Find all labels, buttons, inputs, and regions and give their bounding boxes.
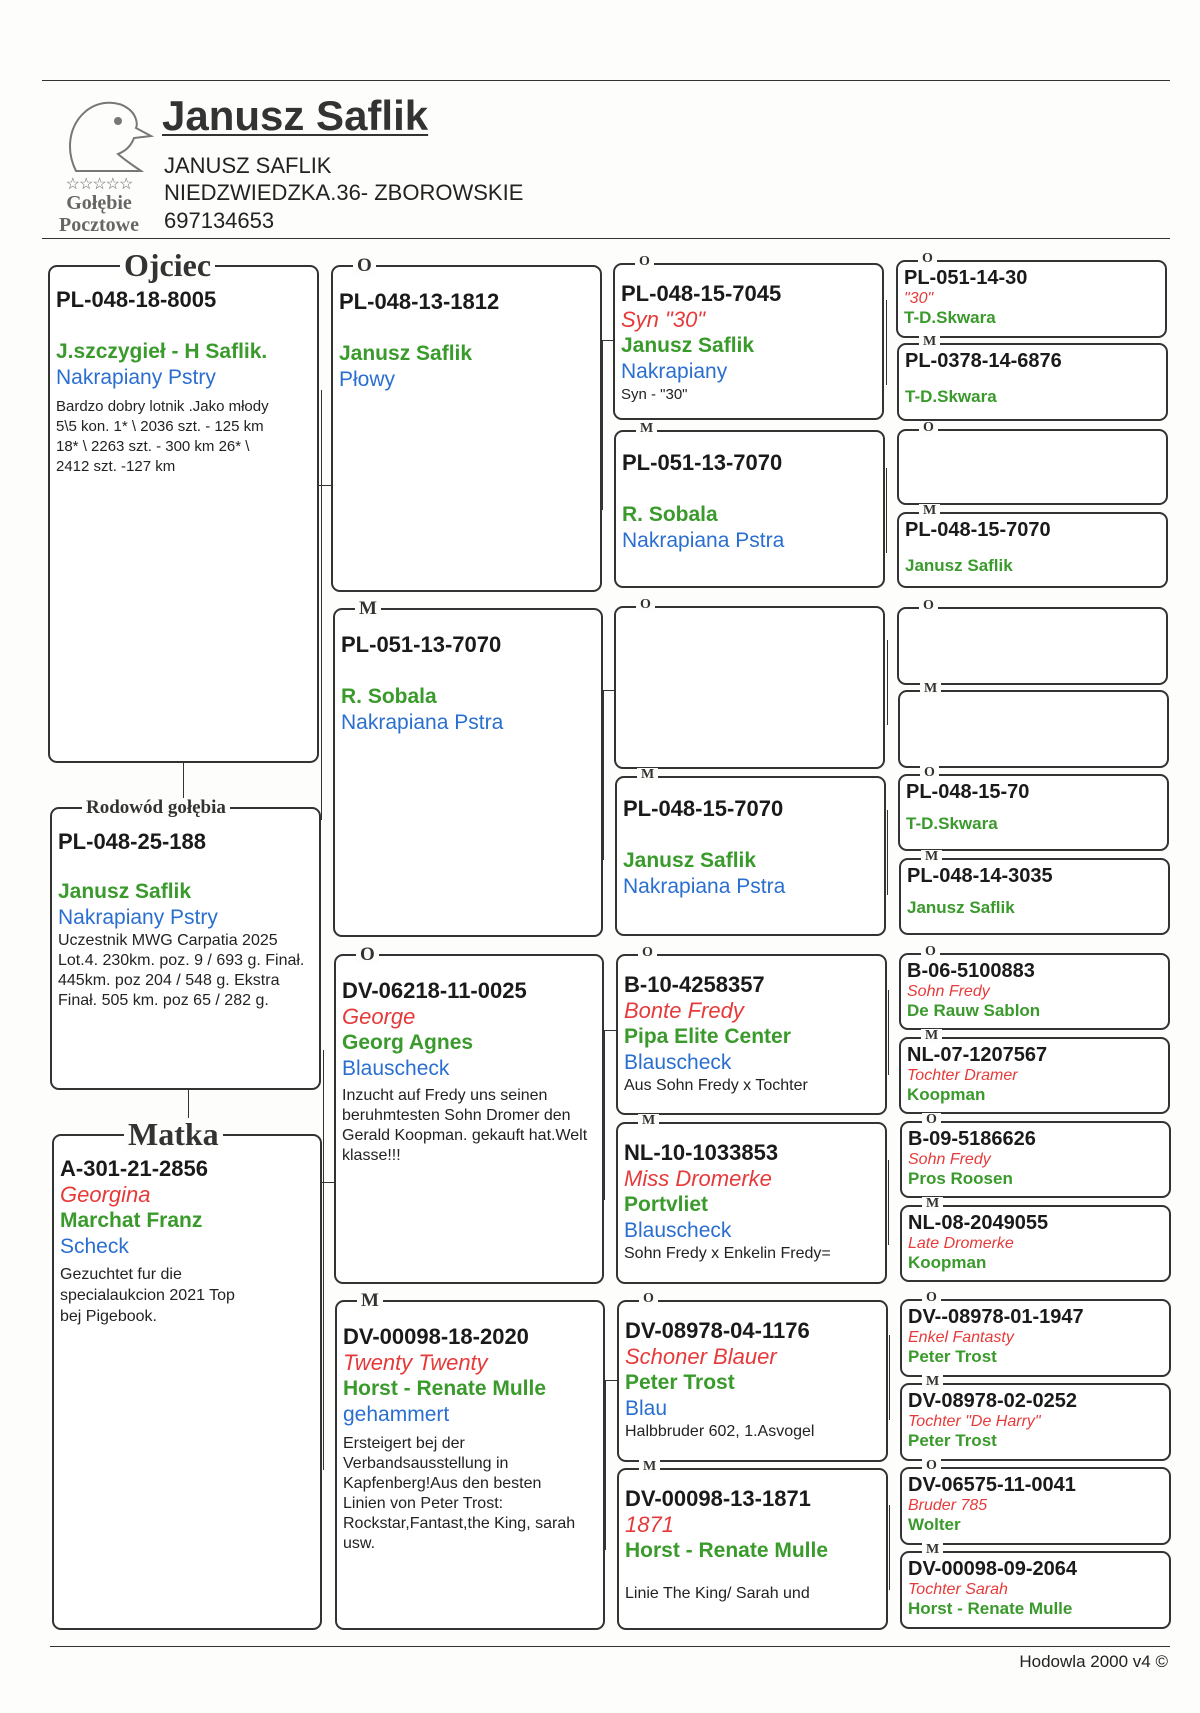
g4-label-10: M (921, 1029, 942, 1043)
connector-fm (603, 690, 604, 860)
g4-label-16: M (922, 1543, 943, 1557)
g4-ring-8: PL-048-14-3035 (907, 865, 1053, 887)
connector-mmm (889, 1505, 890, 1590)
subject-owner: Janusz Saflik (58, 880, 192, 903)
g4-label-4: M (919, 504, 940, 518)
g4-owner-10: Koopman (907, 1085, 986, 1104)
connector-mmf (889, 1335, 890, 1420)
fff-note: Syn - "30" (621, 386, 688, 403)
mmf-note: Halbbruder 602, 1.Asvogel (625, 1423, 815, 1440)
mother-label: Matka (124, 1118, 223, 1150)
g4-card-5[interactable] (897, 598, 1168, 685)
mother-ring: A-301-21-2856 (60, 1156, 208, 1181)
ff-ring: PL-048-13-1812 (339, 289, 500, 314)
address-name: JANUSZ SAFLIK (164, 153, 332, 178)
connector-fmm (887, 810, 888, 895)
mmm-ring: DV-00098-13-1871 (625, 1486, 811, 1511)
ff-card[interactable] (331, 255, 602, 592)
g4-owner-2: T-D.Skwara (905, 387, 997, 406)
breeder-title: Janusz Saflik (162, 92, 429, 139)
g4-label-14: M (922, 1375, 943, 1389)
mm-owner: Horst - Renate Mulle (343, 1377, 547, 1400)
mmf-card[interactable] (617, 1291, 888, 1462)
mff-label: O (638, 946, 657, 960)
g4-card-2[interactable] (897, 334, 1168, 421)
mmm-card[interactable] (617, 1459, 888, 1630)
connector-mfm (888, 1160, 889, 1245)
g4-name-1: "30" (904, 290, 934, 307)
g4-ring-4: PL-048-15-7070 (905, 519, 1051, 541)
fff-ring: PL-048-15-7045 (621, 281, 782, 306)
g4-label-9: O (921, 945, 940, 959)
subject-ring: PL-048-25-188 (58, 829, 206, 854)
mmf-color: Blau (625, 1397, 668, 1420)
mfm-name: Miss Dromerke (624, 1166, 772, 1191)
g4-owner-16: Horst - Renate Mulle (908, 1599, 1073, 1618)
mmm-owner: Horst - Renate Mulle (625, 1539, 829, 1562)
g4-owner-15: Wolter (908, 1515, 961, 1534)
g4-owner-8: Janusz Saflik (907, 898, 1015, 917)
fff-owner: Janusz Saflik (621, 334, 755, 357)
g4-name-12: Late Dromerke (908, 1235, 1014, 1252)
ffm-card[interactable] (614, 421, 885, 588)
tick-father (319, 485, 331, 486)
fmf-label: O (636, 598, 655, 612)
ffm-color: Nakrapiana Pstra (622, 529, 785, 552)
mmm-name: 1871 (625, 1512, 674, 1537)
g4-label-13: O (922, 1291, 941, 1305)
ffm-ring: PL-051-13-7070 (622, 450, 783, 475)
fmm-card[interactable] (615, 767, 886, 936)
g4-label-7: O (920, 766, 939, 780)
fff-label: O (635, 255, 654, 269)
connector-fmf (887, 640, 888, 725)
g4-card-14[interactable] (900, 1374, 1171, 1461)
fmm-owner: Janusz Saflik (623, 849, 757, 872)
mm-name: Twenty Twenty (343, 1350, 488, 1375)
g4-owner-11: Pros Roosen (908, 1169, 1013, 1188)
subject-color: Nakrapiany Pstry (58, 906, 218, 929)
g4-ring-9: B-06-5100883 (907, 960, 1035, 982)
fmm-color: Nakrapiana Pstra (623, 875, 786, 898)
logo-text-line2: Pocztowe (59, 214, 139, 236)
g4-card-6[interactable] (898, 681, 1169, 768)
g4-ring-15: DV-06575-11-0041 (908, 1474, 1076, 1496)
connector-mother-parents (323, 1050, 324, 1470)
g4-owner-4: Janusz Saflik (905, 556, 1013, 575)
mfm-ring: NL-10-1033853 (624, 1140, 779, 1165)
mff-name: Bonte Fredy (624, 998, 744, 1023)
mf-note: Inzucht auf Fredy uns seinen beruhmtesten Sohn Dromer den Gerald Koopman. gekauft hat.Welt klasse!!! (342, 1087, 588, 1164)
g4-owner-7: T-D.Skwara (906, 814, 998, 833)
pigeon-head-icon (56, 96, 156, 176)
logo-text-line1: Gołębie (66, 192, 132, 214)
g4-label-11: O (922, 1113, 941, 1127)
g4-ring-7: PL-048-15-70 (906, 781, 1030, 803)
g4-ring-13: DV--08978-01-1947 (908, 1306, 1084, 1328)
g4-name-10: Tochter Dramer (907, 1067, 1018, 1084)
tick-mother (322, 1182, 334, 1183)
g4-card-12[interactable] (900, 1196, 1171, 1282)
g4-owner-9: De Rauw Sablon (907, 1001, 1041, 1020)
mff-note: Aus Sohn Fredy x Tochter (624, 1077, 808, 1094)
father-color: Nakrapiany Pstry (56, 366, 216, 389)
mm-note: Ersteigert bej der Verbandsausstellung in Kapfenberg!Aus den besten Linien von Peter Trost: Rockstar,Fantast,the King, sarah usw. (343, 1435, 576, 1552)
fff-name: Syn "30" (621, 307, 706, 332)
fm-card[interactable] (333, 598, 603, 937)
g4-card-11[interactable] (900, 1112, 1171, 1198)
g4-name-15: Bruder 785 (908, 1497, 988, 1514)
mm-label: M (357, 1291, 383, 1310)
mm-ring: DV-00098-18-2020 (343, 1324, 529, 1349)
mfm-card[interactable] (616, 1113, 887, 1284)
g4-owner-14: Peter Trost (908, 1431, 997, 1450)
connector-mf (604, 1030, 605, 1200)
mother-card[interactable] (52, 1116, 322, 1630)
g4-name-11: Sohn Fredy (908, 1151, 991, 1168)
connector-mm (605, 1380, 606, 1550)
mfm-label: M (638, 1114, 659, 1128)
fmm-ring: PL-048-15-7070 (623, 796, 784, 821)
g4-label-8: M (921, 850, 942, 864)
connector-mff (888, 990, 889, 1075)
g4-label-6: M (920, 682, 941, 696)
g4-name-13: Enkel Fantasty (908, 1329, 1014, 1346)
fm-label: M (355, 599, 381, 618)
mf-ring: DV-06218-11-0025 (342, 978, 527, 1003)
father-owner: J.szczygieł - H Saflik. (56, 340, 268, 363)
subject-card[interactable] (50, 797, 321, 1090)
g4-owner-12: Koopman (908, 1253, 987, 1272)
g4-card-15[interactable] (900, 1458, 1171, 1545)
father-ring: PL-048-18-8005 (56, 287, 217, 312)
subject-note: Uczestnik MWG Carpatia 2025 Lot.4. 230km. poz. 9 / 693 g. Finał. 445km. poz 204 / 548 g. Ekstra Finał. 505 km. poz 65 / 282 g. (58, 932, 305, 1009)
father-note: Bardzo dobry lotnik .Jako młody 5\5 kon. 1* \ 2036 szt. - 125 km 18* \ 2263 szt. - 300 km 26* \ 2412 szt. -127 km (56, 398, 269, 475)
g4-label-3: O (919, 421, 938, 435)
mf-color: Blauscheck (342, 1057, 450, 1080)
g4-owner-1: T-D.Skwara (904, 308, 996, 327)
fm-color: Nakrapiana Pstra (341, 711, 504, 734)
mfm-owner: Portvliet (624, 1193, 709, 1216)
g4-card-10[interactable] (899, 1028, 1170, 1114)
mmf-label: O (639, 1292, 658, 1306)
fm-owner: R. Sobala (341, 685, 437, 708)
mmm-note: Linie The King/ Sarah und (625, 1585, 810, 1602)
g4-card-9[interactable] (899, 944, 1170, 1030)
g4-label-5: O (919, 599, 938, 613)
header-rule (42, 238, 1170, 239)
mff-ring: B-10-4258357 (624, 972, 765, 997)
mother-name: Georgina (60, 1182, 151, 1207)
g4-card-1[interactable] (896, 251, 1167, 338)
g4-card-13[interactable] (900, 1290, 1171, 1377)
g4-card-3[interactable] (897, 420, 1168, 505)
connector-fff (886, 300, 887, 385)
g4-name-14: Tochter "De Harry" (908, 1413, 1041, 1430)
fm-ring: PL-051-13-7070 (341, 632, 502, 657)
g4-name-9: Sohn Fredy (907, 983, 990, 1000)
mm-color: gehammert (343, 1403, 450, 1426)
tick-mf (604, 1030, 616, 1031)
footer-rule (50, 1646, 1170, 1647)
phone: 697134653 (164, 208, 275, 233)
mff-card[interactable] (616, 945, 887, 1115)
g4-label-2: M (919, 335, 940, 349)
mmf-name: Schoner Blauer (625, 1344, 777, 1369)
g4-ring-2: PL-0378-14-6876 (905, 350, 1062, 372)
ffm-owner: R. Sobala (622, 503, 718, 526)
g4-owner-13: Peter Trost (908, 1347, 997, 1366)
mff-owner: Pipa Elite Center (624, 1025, 791, 1048)
connector-ffm (886, 468, 887, 553)
mm-card[interactable] (335, 1290, 605, 1630)
ffm-label: M (636, 422, 657, 436)
mother-color: Scheck (60, 1235, 129, 1258)
g4-ring-12: NL-08-2049055 (908, 1212, 1049, 1234)
subject-label: Rodowód gołębia (82, 798, 230, 817)
fff-card[interactable] (613, 254, 884, 420)
g4-label-15: O (922, 1459, 941, 1473)
fmf-card[interactable] (614, 597, 885, 769)
g4-card-4[interactable] (897, 503, 1168, 588)
fmm-label: M (637, 768, 658, 782)
mmm-label: M (639, 1460, 660, 1474)
g4-ring-11: B-09-5186626 (908, 1128, 1036, 1150)
ff-label: O (353, 256, 376, 275)
g4-card-16[interactable] (900, 1542, 1171, 1629)
top-rule (42, 80, 1170, 81)
ff-color: Płowy (339, 368, 396, 391)
father-label: Ojciec (120, 249, 215, 281)
mff-color: Blauscheck (624, 1051, 732, 1074)
g4-ring-16: DV-00098-09-2064 (908, 1558, 1078, 1580)
software-credit: Hodowla 2000 v4 © (1019, 1652, 1168, 1671)
logo-stars: ☆☆☆☆☆ (65, 176, 133, 193)
mother-owner: Marchat Franz (60, 1209, 203, 1232)
fff-color: Nakrapiany (621, 360, 728, 383)
connector-father-parents (321, 390, 322, 820)
connector-ff (602, 340, 603, 510)
g4-card-7[interactable] (898, 765, 1169, 851)
address-line: NIEDZWIEDZKA.36- ZBOROWSKIE (164, 180, 524, 205)
g4-card-8[interactable] (899, 849, 1170, 935)
mf-label: O (356, 945, 379, 964)
g4-ring-1: PL-051-14-30 (904, 267, 1028, 289)
mf-card[interactable] (334, 944, 604, 1284)
ff-owner: Janusz Saflik (339, 342, 473, 365)
tick-mm (605, 1380, 617, 1381)
mfm-note: Sohn Fredy x Enkelin Fredy= (624, 1245, 831, 1262)
g4-ring-14: DV-08978-02-0252 (908, 1390, 1078, 1412)
mmf-owner: Peter Trost (625, 1371, 735, 1394)
mmf-ring: DV-08978-04-1176 (625, 1318, 810, 1343)
mfm-color: Blauscheck (624, 1219, 732, 1242)
father-card[interactable] (48, 247, 319, 763)
logo (44, 96, 154, 236)
mf-owner: Georg Agnes (342, 1031, 474, 1054)
g4-name-16: Tochter Sarah (908, 1581, 1008, 1598)
g4-label-12: M (922, 1197, 943, 1211)
mother-note: Gezuchtet fur die specialaukcion 2021 Top bej Pigebook. (60, 1266, 235, 1325)
g4-ring-10: NL-07-1207567 (907, 1044, 1048, 1066)
g4-label-1: O (918, 252, 937, 266)
mf-name: George (342, 1004, 416, 1029)
